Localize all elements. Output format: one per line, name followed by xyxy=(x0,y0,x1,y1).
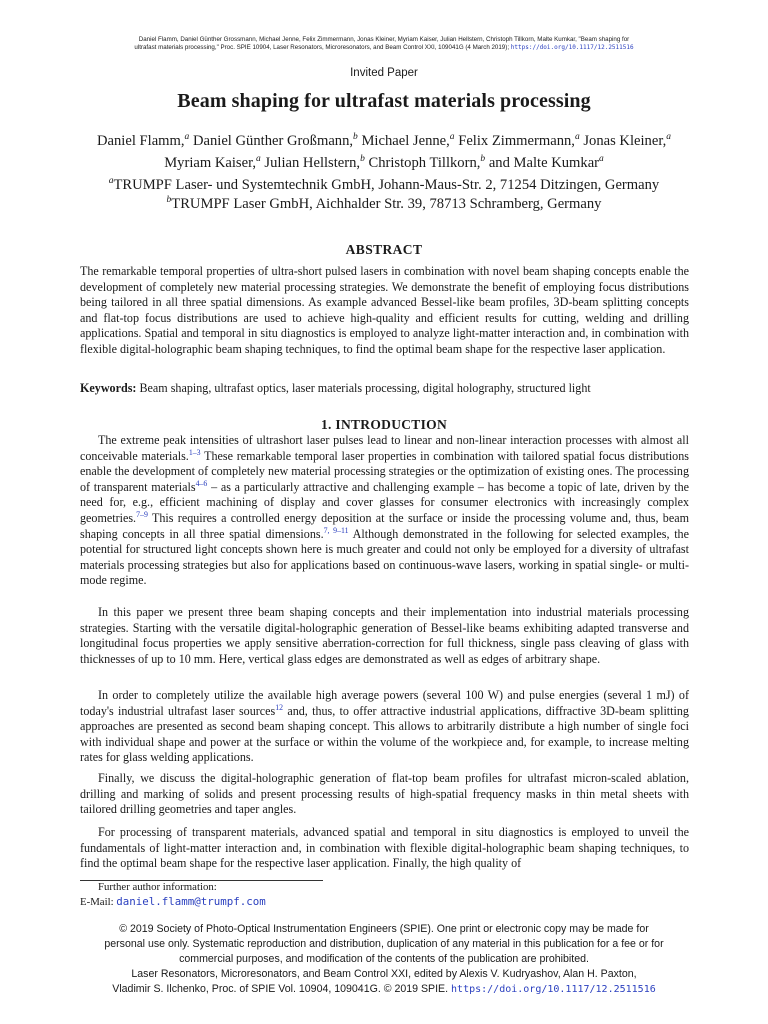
citation-line-2 xyxy=(120,44,648,52)
abstract-text: The remarkable temporal properties of ultra-short pulsed lasers in combination with novel beam shaping concepts enable the development of completely new material processing strategies. We demonstrate the benefit of employing focus distributions being tailored in all three spatial dimensions. As example advanced Bessel-like beam profiles, 3D-beam splitting concepts and flat-top focus distributions are used to achieve high-quality and efficient results for cutting, welding and drilling applications. Spatial and temporal in situ diagnostics is employed to analyze light-matter interaction and, in combination with flexible digital-holographic beam shaping techniques, to find the optimal beam shape for the respective laser application. xyxy=(80,264,689,356)
author-affil-sup: a xyxy=(256,154,261,165)
author-affil-sup: a xyxy=(184,132,190,143)
author-affil-sup: b xyxy=(360,154,365,165)
copyright-line: personal use only. Systematic reproduction and distribution, duplication of any material in this publication for a fee or for xyxy=(104,938,664,950)
copyright-doi-link[interactable]: https://doi.org/10.1117/12.2511516 xyxy=(451,984,656,995)
author: Daniel Flamm, xyxy=(96,133,185,149)
intro-paragraph-3 xyxy=(80,688,689,766)
author: Michael Jenne, xyxy=(361,133,450,149)
author-affil-sup: a xyxy=(449,132,455,143)
text-run: This requires a controlled energy deposition at the surface or inside the processing volume and, thus, beam shaping concepts in all three spatial dimensions. xyxy=(80,510,689,541)
keywords xyxy=(80,381,689,397)
footnote-email xyxy=(80,895,266,908)
paper-title: Beam shaping for ultrafast materials processing xyxy=(177,90,591,112)
author-affil-sup: a xyxy=(599,154,604,165)
intro-paragraph-2: In this paper we present three beam shaping concepts and their implementation into industrial materials processing strategies. Starting with the versatile digital-holographic generation of Bessel-like beams exhibiting adapted transverse and longitudinal focus properties we apply sensitive aberration-correction for full thickness, single pass cleaving of glass with thicknesses of up to 10 mm. Here, vertical glass edges are demonstrated as well as edges of arbitrary shape. xyxy=(80,605,689,666)
email-link[interactable]: daniel.flamm@trumpf.com xyxy=(116,895,266,908)
affiliation-text: TRUMPF Laser GmbH, Aichhalder Str. 39, 78713 Schramberg, Germany xyxy=(171,196,602,212)
author: Myriam Kaiser, xyxy=(164,155,257,171)
reference-link[interactable]: 1–3 xyxy=(188,447,201,457)
author-affil-sup: a xyxy=(574,132,580,143)
text-run: In order to completely utilize the available high average powers (several 100 W) and pulse energies (several 1 mJ) of today's industrial ultrafast laser sources xyxy=(80,688,689,718)
intro-paragraph-1 xyxy=(80,433,689,589)
abstract-heading: ABSTRACT xyxy=(345,242,423,257)
intro-paragraph-4: Finally, we discuss the digital-holographic generation of flat-top beam profiles for ultrafast micron-scaled ablation, drilling and marking of solids and present processing results of high-spatial frequency masks in thin metal sheets with tailored drilling geometries and taper angles. xyxy=(80,771,689,817)
copyright-line: Laser Resonators, Microresonators, and Beam Control XXI, edited by Alexis V. Kudryashov, Alan H. Paxton, xyxy=(131,968,637,980)
keywords-label: Keywords: xyxy=(80,381,137,395)
text-run: These remarkable temporal laser properties in combination with tailored spatial focus distributions enable the development of completely new material processing strategies or the optimization of existing ones. The processing of transparent materials xyxy=(80,448,689,494)
keywords-text: Beam shaping, ultrafast optics, laser materials processing, digital holography, structured light xyxy=(139,381,591,395)
reference-link[interactable]: 12 xyxy=(275,702,284,712)
citation-line-1: Daniel Flamm, Daniel Günther Grossmann, Michael Jenne, Felix Zimmermann, Jonas Kleiner, Myriam Kaiser, Julian Hellstern, Christoph Tillkorn, Malte Kumkar, "Beam shaping for xyxy=(138,36,630,43)
email-label: E-Mail: xyxy=(80,896,114,908)
copyright-text: Vladimir S. Ilchenko, Proc. of SPIE Vol. 10904, 109041G. © 2019 SPIE. xyxy=(112,983,449,995)
text-run: – as a particularly attractive and challenging example – has become a topic of late, driven by the need for, e.g., efficient machining of display and cover glasses for consumer electronics with increasingly complex geometries. xyxy=(80,479,689,525)
affiliation-list xyxy=(60,176,708,214)
author: Julian Hellstern, xyxy=(264,155,361,171)
text-run: and, thus, to offer attractive industrial applications, diffractive 3D-beam splitting approaches are presented as second beam shaping concept. This allows to arbitrarily distribute a high number of single foci with individual shape and power at the surface or within the volume of the workpiece and, for example, to increase melting rates for glass welding applications. xyxy=(80,703,689,765)
copyright-line: © 2019 Society of Photo-Optical Instrumentation Engineers (SPIE). One print or electronic copy may be made for xyxy=(119,923,649,935)
copyright-line: commercial purposes, and modification of the contents of the publication are prohibited. xyxy=(179,953,589,965)
author-affil-sup: a xyxy=(666,132,671,143)
author: and Malte Kumkar xyxy=(488,155,600,171)
reference-link[interactable]: 7–9 xyxy=(136,509,148,519)
citation-doi-link[interactable]: https://doi.org/10.1117/12.2511516 xyxy=(510,44,634,51)
affiliation-b xyxy=(60,195,708,214)
invited-paper-label: Invited Paper xyxy=(350,67,418,79)
copyright-notice xyxy=(60,922,708,997)
section-heading-introduction: 1. INTRODUCTION xyxy=(320,417,447,432)
author-list xyxy=(84,130,684,174)
citation-header xyxy=(120,36,648,52)
footnote-author-info: Further author information: xyxy=(98,881,217,893)
reference-link[interactable]: 4–6 xyxy=(195,478,208,488)
affil-sup: b xyxy=(166,195,172,206)
intro-paragraph-5: For processing of transparent materials, advanced spatial and temporal in situ diagnostics is employed to unveil the fundamentals of light-matter interaction and, in combination with flexible digital-holographic beam shaping techniques, to find the optimal beam shape for the respective laser application. Finally, the high quality of xyxy=(80,825,689,871)
author-affil-sup: b xyxy=(353,132,358,143)
author: Felix Zimmermann, xyxy=(458,133,575,149)
author-affil-sup: b xyxy=(480,154,486,165)
author: Christoph Tillkorn, xyxy=(368,155,481,171)
reference-link[interactable]: 7, 9–11 xyxy=(323,525,349,535)
text-run: The extreme peak intensities of ultrashort laser pulses lead to linear and non-linear interaction processes with almost all conceivable materials. xyxy=(80,433,689,463)
author: Daniel Günther Großmann, xyxy=(192,133,354,149)
affil-sup: a xyxy=(108,176,114,187)
copyright-line xyxy=(60,982,708,997)
author: Jonas Kleiner, xyxy=(583,133,667,149)
citation-line-2-text: ultrafast materials processing," Proc. SPIE 10904, Laser Resonators, Microresonators, and Beam Control XXI, 109041G (4 March 2019); xyxy=(134,44,510,51)
affiliation-a xyxy=(60,176,708,195)
affiliation-text: TRUMPF Laser- und Systemtechnik GmbH, Johann-Maus-Str. 2, 71254 Ditzingen, Germany xyxy=(113,177,660,193)
text-run: Although demonstrated in the following for selected examples, the potential for structured light concepts shown here is much greater and could not only be employed for a diversity of ultrafast materials processing strategies but also for applications based on continuous-wave lasers, working in spatial single- or multi-mode regime. xyxy=(80,526,689,588)
